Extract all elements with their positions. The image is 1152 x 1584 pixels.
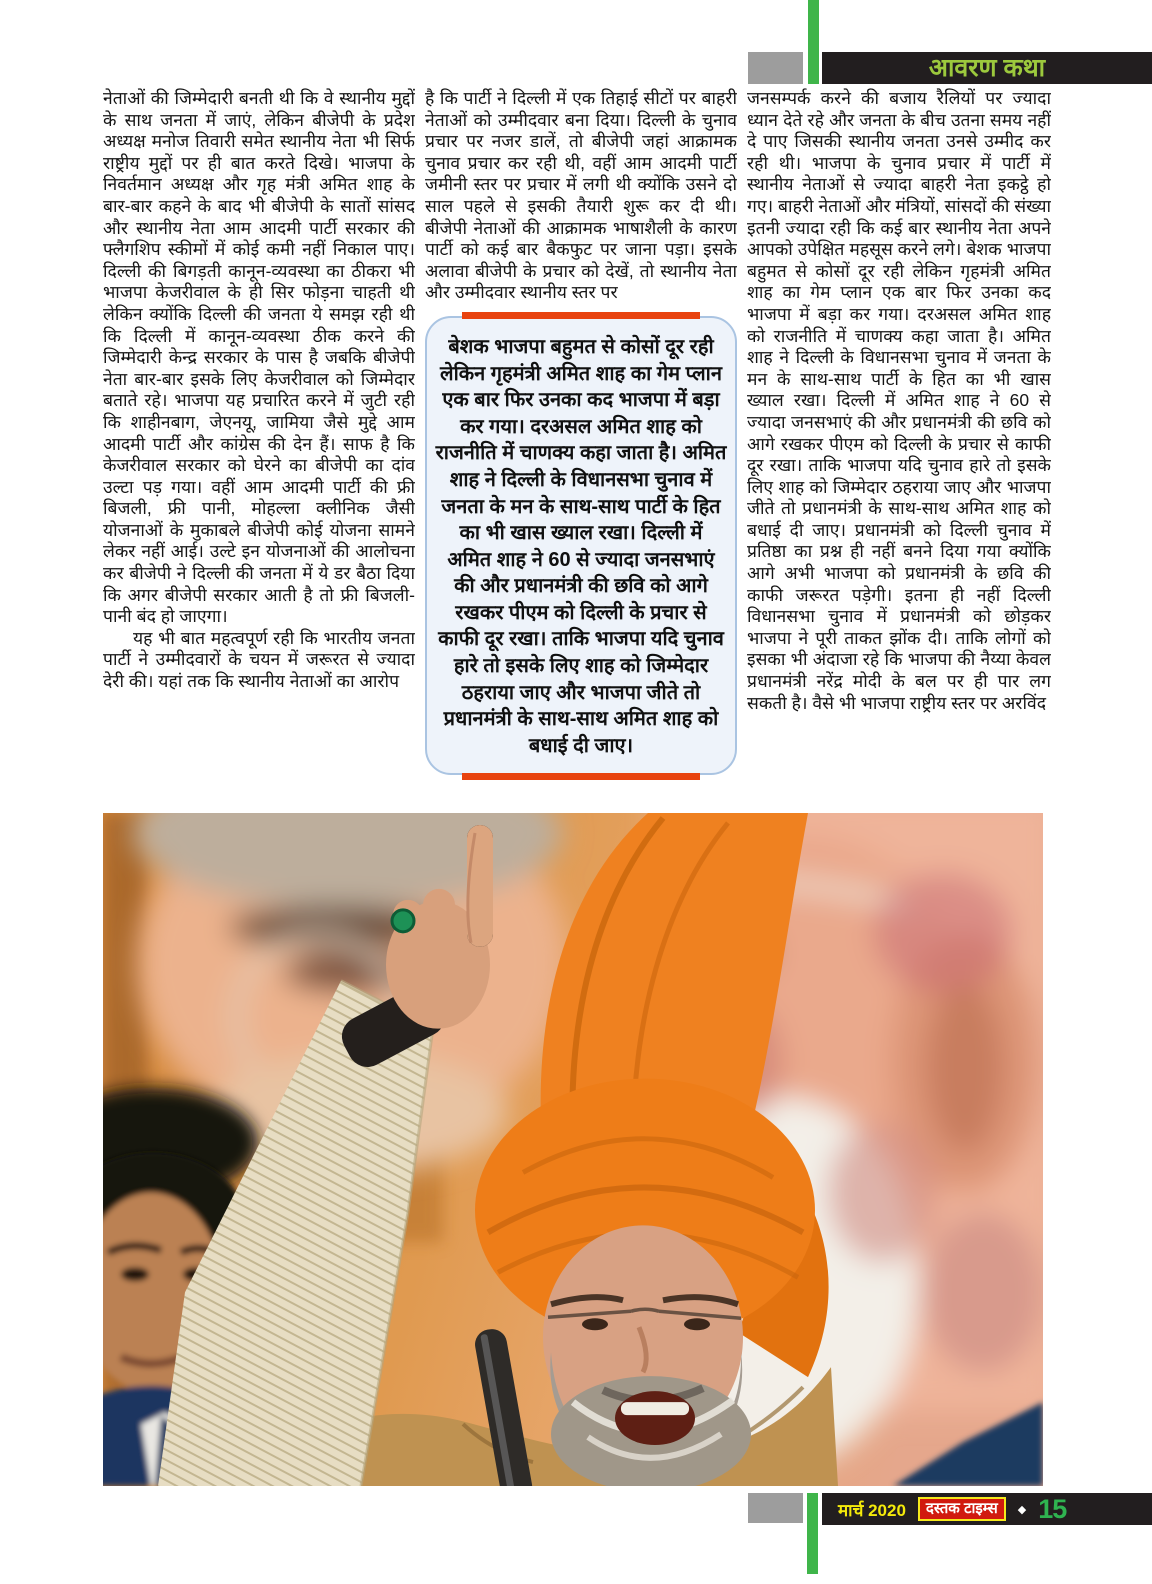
article-column-2 <box>425 88 737 812</box>
pull-quote-frame <box>425 316 737 776</box>
header-green-bar <box>808 0 819 84</box>
body-paragraph: जनसम्पर्क करने की बजाय रैलियों पर ज्यादा ध्यान देते रहे और जनता के बीच उतना समय नहीं दे पाए जिसकी स्थानीय जनता उनसे उम्मीद कर रही थी। भाजपा के चुनाव प्रचार में पार्टी में स्थानीय नेताओं से ज्यादा बाहरी नेता इकट्ठे हो गए। बाहरी नेताओं और मंत्रियों, सांसदों की संख्या इतनी ज्यादा रही कि कई बार स्थानीय नेता अपने आपको उपेक्षित महसूस करने लगे। बेशक भाजपा बहुमत से कोसों दूर रही लेकिन गृहमंत्री अमित शाह का गेम प्लान एक बार फिर उनका कद भाजपा में बड़ा कर गया। दरअसल अमित शाह को राजनीति में चाणक्य कहा जाता है। अमित शाह ने दिल्ली के विधानसभा चुनाव में जनता के मन के साथ-साथ पार्टी के हित का भी खास ख्याल रखा। दिल्ली में अमित शाह ने 60 से ज्यादा जनसभाएं की और प्रधानमंत्री की छवि को आगे रखकर पीएम को दिल्ली के प्रचार से काफी दूर रखा। ताकि भाजपा यदि चुनाव हारे तो इसके लिए शाह को जिम्मेदार ठहराया जाए और भाजपा जीते तो प्रधानमंत्री के साथ-साथ अमित शाह को बधाई दी जाए। प्रधानमंत्री को दिल्ली चुनाव में प्रतिष्ठा का प्रश्न ही नहीं बनने दिया गया क्योंकि आगे अभी भाजपा को प्रधानमंत्री के छवि की काफी जरूरत पड़ेगी। इतना ही नहीं दिल्ली विधानसभा चुनाव में प्रधानमंत्री को छोड़कर भाजपा ने पूरी ताकत झोंक दी। ताकि लोगों को इसका भी अंदाजा रहे कि भाजपा की नैय्या केवल प्रधानमंत्री नरेंद्र मोदी के बल पर ही पार लग सकती है। वैसे भी भाजपा राष्ट्रीय स्तर पर अरविंद <box>747 88 1051 713</box>
footer-green-bar <box>807 1493 818 1574</box>
pull-quote-top-rule <box>462 312 700 319</box>
body-paragraph: नेताओं की जिम्मेदारी बनती थी कि वे स्थानीय मुद्दों के साथ जनता में जाएं, लेकिन बीजेपी के प्रदेश अध्यक्ष मनोज तिवारी समेत स्थानीय नेता भी सिर्फ राष्ट्रीय मुद्दों पर ही बात करते दिखे। भाजपा के निवर्तमान अध्यक्ष और गृह मंत्री अमित शाह के बार-बार कहने के बाद भी बीजेपी के सातों सांसद और स्थानीय नेता आम आदमी पार्टी सरकार की फ्लैगशिप स्कीमों में कोई कमी नहीं निकाल पाए। दिल्ली की बिगड़ती कानून-व्यवस्था का ठीकरा भी भाजपा केजरीवाल के ही सिर फोड़ना चाहती थी लेकिन क्योंकि दिल्ली की जनता ये समझ रही थी कि दिल्ली में कानून-व्यवस्था ठीक करने की जिम्मेदारी केन्द्र सरकार के पास है जबकि बीजेपी नेता बार-बार इसके लिए केजरीवाल को जिम्मेदार बताते रहे। भाजपा यह प्रचारित करने में जुटी रही कि शाहीनबाग, जेएनयू, जामिया जैसे मुद्दे आम आदमी पार्टी और कांग्रेस की देन हैं। साफ है कि केजरीवाल सरकार को घेरने का बीजेपी का दांव उल्टा पड़ गया। वहीं आम आदमी पार्टी की फ्री बिजली, फ्री पानी, मोहल्ला क्लीनिक जैसी योजनाओं के मुकाबले बीजेपी कोई योजना सामने लेकर नहीं आई। उल्टे इन योजनाओं की आलोचना कर बीजेपी ने दिल्ली की जनता में ये डर बैठा दिया कि अगर बीजेपी सरकार आती है तो फ्री बिजली-पानी बंद हो जाएगा। <box>103 88 415 627</box>
diamond-separator-icon: ◆ <box>1017 1503 1027 1516</box>
header-gray-block <box>748 52 803 84</box>
article-column-1 <box>103 88 415 812</box>
issue-date: मार्च 2020 <box>838 1500 906 1520</box>
photo-amit-shah-rally <box>103 813 1043 1486</box>
footer-gray-block <box>748 1493 803 1523</box>
body-paragraph: यह भी बात महत्वपूर्ण रही कि भारतीय जनता पार्टी ने उम्मीदवारों के चयन में जरूरत से ज्यादा देरी की। यहां तक कि स्थानीय नेताओं का आरोप <box>103 627 415 692</box>
pull-quote-box <box>425 312 737 781</box>
pull-quote-bottom-rule <box>462 773 700 780</box>
section-title: आवरण कथा <box>928 53 1046 82</box>
footer-info-bar <box>822 1493 1152 1525</box>
pull-quote-text: बेशक भाजपा बहुमत से कोसों दूर रही लेकिन गृहमंत्री अमित शाह का गेम प्लान एक बार फिर उनका कद भाजपा में बड़ा कर गया। दरअसल अमित शाह को राजनीति में चाणक्य कहा जाता है। अमित शाह ने दिल्ली के विधानसभा चुनाव में जनता के मन के साथ-साथ पार्टी के हित का भी खास ख्याल रखा। दिल्ली में अमित शाह ने 60 से ज्यादा जनसभाएं की और प्रधानमंत्री की छवि को आगे रखकर पीएम को दिल्ली के प्रचार से काफी दूर रखा। ताकि भाजपा यदि चुनाव हारे तो इसके लिए शाह को जिम्मेदार ठहराया जाए और भाजपा जीते तो प्रधानमंत्री के साथ-साथ अमित शाह को बधाई दी जाए। <box>435 335 727 757</box>
body-paragraph: है कि पार्टी ने दिल्ली में एक तिहाई सीटों पर बाहरी नेताओं को उम्मीदवार बना दिया। दिल्ली के चुनाव प्रचार पर नजर डालें, तो बीजेपी जहां आक्रामक चुनाव प्रचार कर रही थी, वहीं आम आदमी पार्टी जमीनी स्तर पर प्रचार में लगी थी क्योंकि उसने दो साल पहले से इसकी तैयारी शुरू कर दी थी। बीजेपी नेताओं की आक्रामक भाषाशैली के कारण पार्टी को कई बार बैकफुट पर जाना पड़ा। इसके अलावा बीजेपी के प्रचार को देखें, तो स्थानीय नेता और उम्मीदवार स्थानीय स्तर पर <box>425 88 737 303</box>
magazine-logo: दस्तक टाइम्स <box>918 1497 1006 1521</box>
article-column-3 <box>747 88 1051 812</box>
page-number: 15 <box>1038 1493 1067 1524</box>
header-section-bar <box>822 52 1152 84</box>
article-body <box>103 88 1051 812</box>
